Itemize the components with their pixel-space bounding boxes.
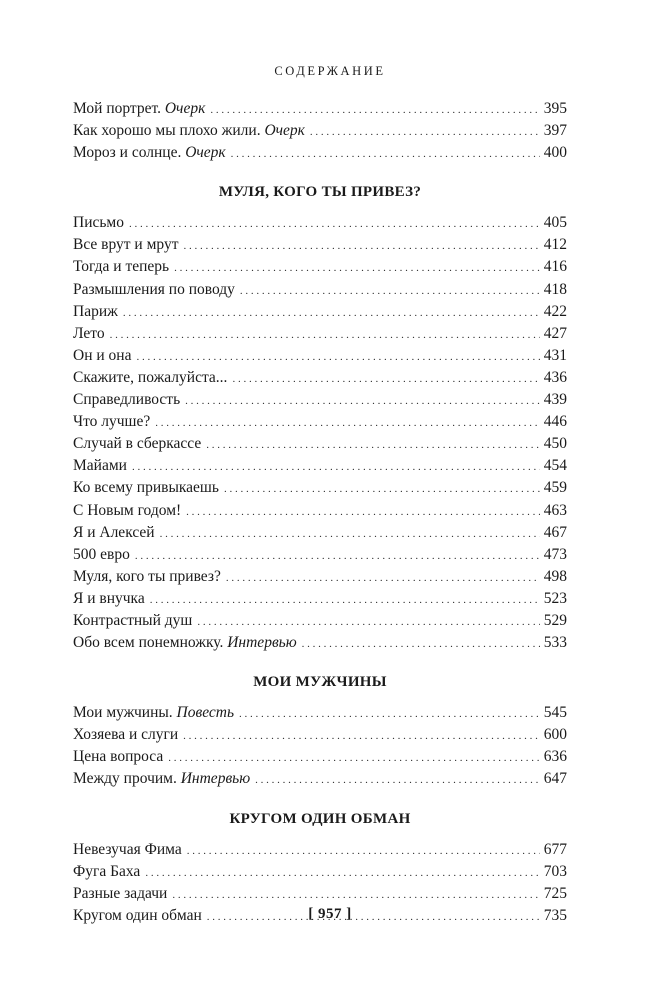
toc-entry[interactable] [73,367,567,389]
entry-page-number: 436 [543,368,567,386]
entry-genre: Повесть [176,704,235,722]
entry-title-group [73,566,221,588]
entry-page-number: 416 [543,258,567,276]
toc-entry[interactable] [73,702,567,724]
entry-page-number: 439 [543,391,567,409]
entry-title: Обо всем понемножку. [73,634,228,652]
entry-title: Справедливость [73,391,181,409]
entry-title: С Новым годом! [73,501,182,519]
toc-entry[interactable] [73,389,567,411]
entry-title: Все врут и мрут [73,236,179,254]
dot-leader [145,862,539,884]
toc-entry[interactable] [73,544,567,566]
entry-title: Он и она [73,346,132,364]
dot-leader [310,121,540,143]
entry-title-group [73,500,181,522]
entry-page-number: 467 [543,523,567,541]
entry-title: 500 евро [73,545,130,563]
entry-page-number: 405 [543,214,567,232]
toc-entry[interactable] [73,433,567,455]
toc-entry[interactable] [73,345,567,367]
entry-title: Разные задачи [73,884,168,902]
entry-page-number: 703 [543,862,567,880]
entry-page-number: 725 [543,884,567,902]
page-number: [ 957 ] [308,906,352,922]
dot-leader [197,611,539,633]
entry-page-number: 397 [543,122,567,140]
entry-page-number: 400 [543,144,567,162]
entry-title: Я и Алексей [73,523,155,541]
entry-title-group [73,323,105,345]
toc-entry[interactable] [73,142,567,164]
dot-leader [110,324,540,346]
entry-title: Мой портрет. [73,100,165,117]
entry-page-number: 418 [543,280,567,298]
dot-leader [255,769,540,791]
toc-entry[interactable] [73,883,567,905]
entry-title-group [73,367,227,389]
entry-title: Хозяева и слуги [73,726,179,744]
toc-entry[interactable] [73,610,567,632]
entry-title: Тогда и теперь [73,258,170,276]
dot-leader [187,840,540,862]
dot-leader [183,725,540,747]
dot-leader [186,501,540,523]
toc-entry[interactable] [73,588,567,610]
toc-entry[interactable] [73,212,567,234]
entry-title-group [73,861,140,883]
dot-leader [150,589,540,611]
entry-title: Кругом один обман [73,906,202,924]
entry-title: Контрастный душ [73,611,193,629]
dot-leader [183,235,539,257]
entry-title-group [73,301,118,323]
entry-genre: Очерк [164,100,206,117]
entry-title-group [73,883,167,905]
entry-title-group [73,345,131,367]
entry-page-number: 545 [543,704,567,722]
entry-page-number: 450 [543,435,567,453]
entry-title-group [73,632,297,654]
dot-leader [206,434,540,456]
entry-title-group [73,724,178,746]
entry-page-number: 463 [543,501,567,519]
entry-page-number: 523 [543,589,567,607]
entry-title-group [73,256,169,278]
entry-page-number: 422 [543,302,567,320]
entry-page-number: 529 [543,611,567,629]
toc-entry[interactable] [73,234,567,256]
entry-title-group [73,522,155,544]
entry-title-group [73,433,201,455]
entry-page-number: 412 [543,236,567,254]
entry-genre: Интервью [180,770,251,788]
dot-leader [174,257,540,279]
entry-page-number: 454 [543,457,567,475]
section-heading: КРУГОМ ОДИН ОБМАН [229,810,411,827]
entry-title: Что лучше? [73,413,151,431]
toc-entry[interactable] [73,768,567,790]
entry-page-number: 647 [543,770,567,788]
section-heading: МОИ МУЖЧИНЫ [253,674,387,691]
dot-leader [136,346,539,368]
entry-title: Невезучая Фима [73,840,182,858]
dot-leader [240,280,540,302]
entry-page-number: 498 [543,567,567,585]
toc-entry[interactable] [73,632,567,654]
dot-leader [155,412,540,434]
entry-title-group [73,746,163,768]
toc-entry[interactable] [73,522,567,544]
dot-leader [231,143,540,165]
entry-title: Париж [73,302,118,320]
toc-entry[interactable] [73,500,567,522]
running-head: СОДЕРЖАНИЕ [274,64,386,78]
toc-entry[interactable] [73,411,567,433]
entry-title-group [73,279,235,301]
entry-title: Мороз и солнце. [73,144,186,162]
toc-entry[interactable] [73,566,567,588]
entry-title-group [73,120,305,142]
entry-title: Письмо [73,214,124,232]
entry-title-group [73,411,150,433]
entry-title: Случай в сберкассе [73,435,202,453]
table-of-contents [73,98,567,927]
entry-page-number: 473 [543,545,567,563]
toc-entry[interactable] [73,861,567,883]
entry-title-group [73,234,178,256]
toc-entry[interactable] [73,301,567,323]
dot-leader [172,884,539,906]
dot-leader [224,478,540,500]
entry-page-number: 459 [543,479,567,497]
dot-leader [239,703,540,725]
entry-title: Мои мужчины. [73,704,177,722]
entry-page-number: 636 [543,748,567,766]
entry-page-number: 427 [543,324,567,342]
toc-entry[interactable] [73,323,567,345]
dot-leader [185,390,540,412]
entry-title: Я и внучка [73,589,145,607]
toc-entry[interactable] [73,120,567,142]
entry-title-group [73,389,180,411]
entry-page-number: 395 [543,100,567,117]
entry-title: Размышления по поводу [73,280,235,298]
dot-leader [132,456,540,478]
entry-genre: Очерк [185,144,226,162]
dot-leader [135,545,540,567]
dot-leader [302,633,540,655]
section-heading: МУЛЯ, КОГО ТЫ ПРИВЕЗ? [218,184,422,201]
entry-title-group [73,212,124,234]
entry-title: Как хорошо мы плохо жили. [73,122,265,140]
entry-page-number: 600 [543,726,567,744]
entry-title: Лето [73,324,105,342]
entry-title-group [73,768,250,790]
dot-leader [129,213,540,235]
dot-leader [160,523,540,545]
toc-entry[interactable] [73,724,567,746]
toc-entry[interactable] [73,839,567,861]
entry-page-number: 533 [543,634,567,652]
entry-title-group [73,477,219,499]
entry-title: Между прочим. [73,770,181,788]
dot-leader [232,368,539,390]
entry-title-group [73,588,145,610]
toc-entry[interactable] [73,746,567,768]
entry-title: Фуга Баха [73,862,141,880]
dot-leader [226,567,540,589]
dot-leader [210,99,539,121]
entry-title-group [73,455,127,477]
entry-title-group [73,142,226,164]
toc-entry[interactable] [73,455,567,477]
dot-leader [168,747,540,769]
toc-entry[interactable] [73,477,567,499]
entry-title: Майами [73,457,127,475]
entry-page-number: 431 [543,346,567,364]
toc-entry[interactable] [73,98,567,120]
entry-title-group [73,98,205,120]
entry-page-number: 735 [543,906,567,924]
entry-title-group [73,610,192,632]
entry-genre: Очерк [264,122,305,140]
entry-page-number: 446 [543,413,567,431]
entry-title: Ко всему привыкаешь [73,479,219,497]
entry-title: Муля, кого ты привез? [73,567,221,585]
entry-title: Скажите, пожалуйста... [73,368,228,386]
entry-page-number: 677 [543,840,567,858]
entry-title: Цена вопроса [73,748,164,766]
entry-title-group [73,702,234,724]
dot-leader [123,302,540,324]
toc-entry[interactable] [73,256,567,278]
entry-title-group [73,544,130,566]
entry-title-group [73,839,182,861]
toc-entry[interactable] [73,279,567,301]
entry-genre: Интервью [227,634,297,652]
